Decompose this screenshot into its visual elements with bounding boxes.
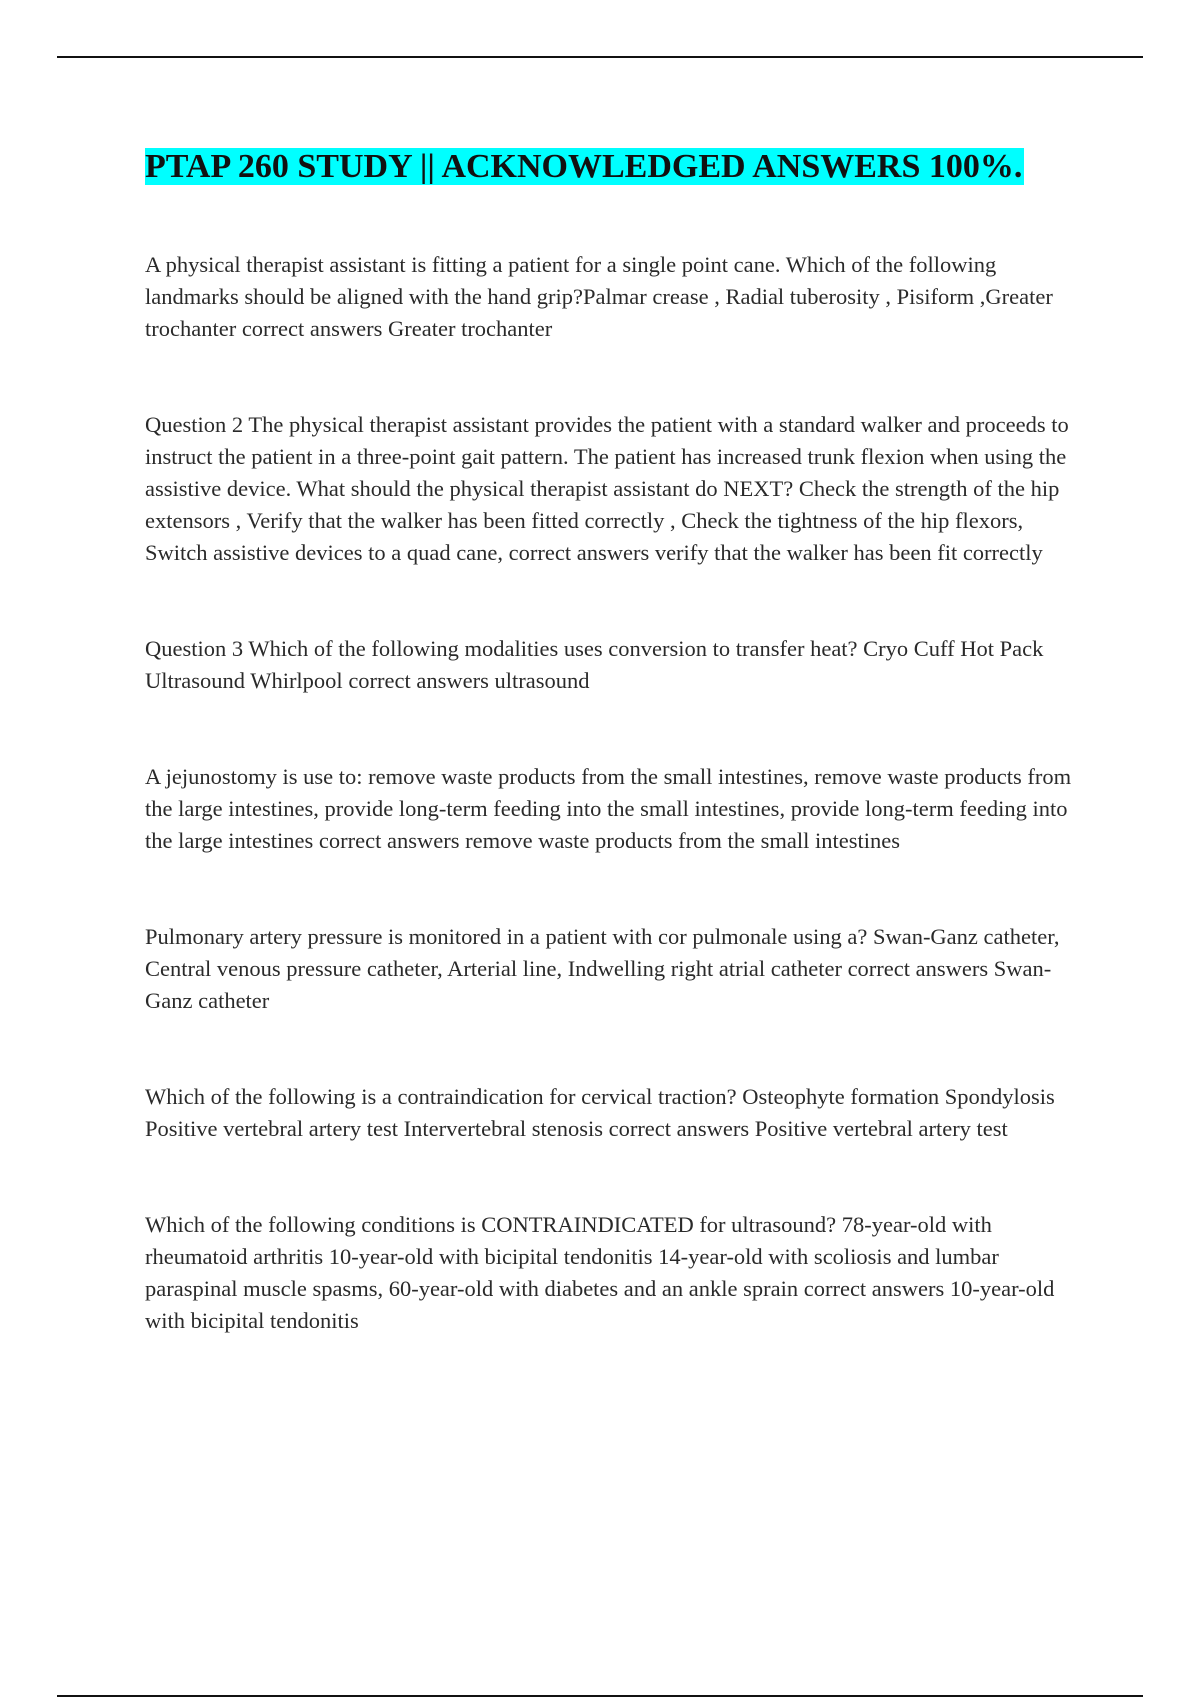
- qa-item: Pulmonary artery pressure is monitored in a patient with cor pulmonale using a? Swan-Ganz catheter, Central venous pressure catheter, Arterial line, Indwelling right atrial catheter correct answers Swan-Ganz catheter: [145, 924, 1060, 1013]
- header-rule: [57, 56, 1143, 58]
- document-title: PTAP 260 STUDY || ACKNOWLEDGED ANSWERS 100%.: [145, 148, 1023, 185]
- title-block: [145, 145, 1090, 189]
- qa-item: Question 2 The physical therapist assistant provides the patient with a standard walker and proceeds to instruct the patient in a three-point gait pattern. The patient has increased trunk flexion when using the assistive device. What should the physical therapist assistant do NEXT? Check the strength of the hip extensors , Verify that the walker has been fitted correctly , Check the tightness of the hip flexors, Switch assistive devices to a quad cane, correct answers verify that the walker has been fit correctly: [145, 412, 1069, 565]
- qa-item: Which of the following is a contraindication for cervical traction? Osteophyte formation Spondylosis Positive vertebral artery test Intervertebral stenosis correct answers Positive vertebral artery test: [145, 1084, 1055, 1141]
- qa-item: Question 3 Which of the following modalities uses conversion to transfer heat? Cryo Cuff Hot Pack Ultrasound Whirlpool correct answers ultrasound: [145, 636, 1044, 693]
- qa-item: Which of the following conditions is CONTRAINDICATED for ultrasound? 78-year-old with rheumatoid arthritis 10-year-old with bicipital tendonitis 14-year-old with scoliosis and lumbar paraspinal muscle spasms, 60-year-old with diabetes and an ankle sprain correct answers 10-year-old with bicipital tendonitis: [145, 1212, 1055, 1333]
- qa-item: A physical therapist assistant is fitting a patient for a single point cane. Which of the following landmarks should be aligned with the hand grip?Palmar crease , Radial tuberosity , Pisiform ,Greater trochanter correct answers Greater trochanter: [145, 252, 1053, 341]
- document-body: [145, 145, 1090, 1401]
- footer-rule: [57, 1695, 1143, 1697]
- qa-item: A jejunostomy is use to: remove waste products from the small intestines, remove waste products from the large intestines, provide long-term feeding into the small intestines, provide long-term feeding into the large intestines correct answers remove waste products from the small intestines: [145, 764, 1072, 853]
